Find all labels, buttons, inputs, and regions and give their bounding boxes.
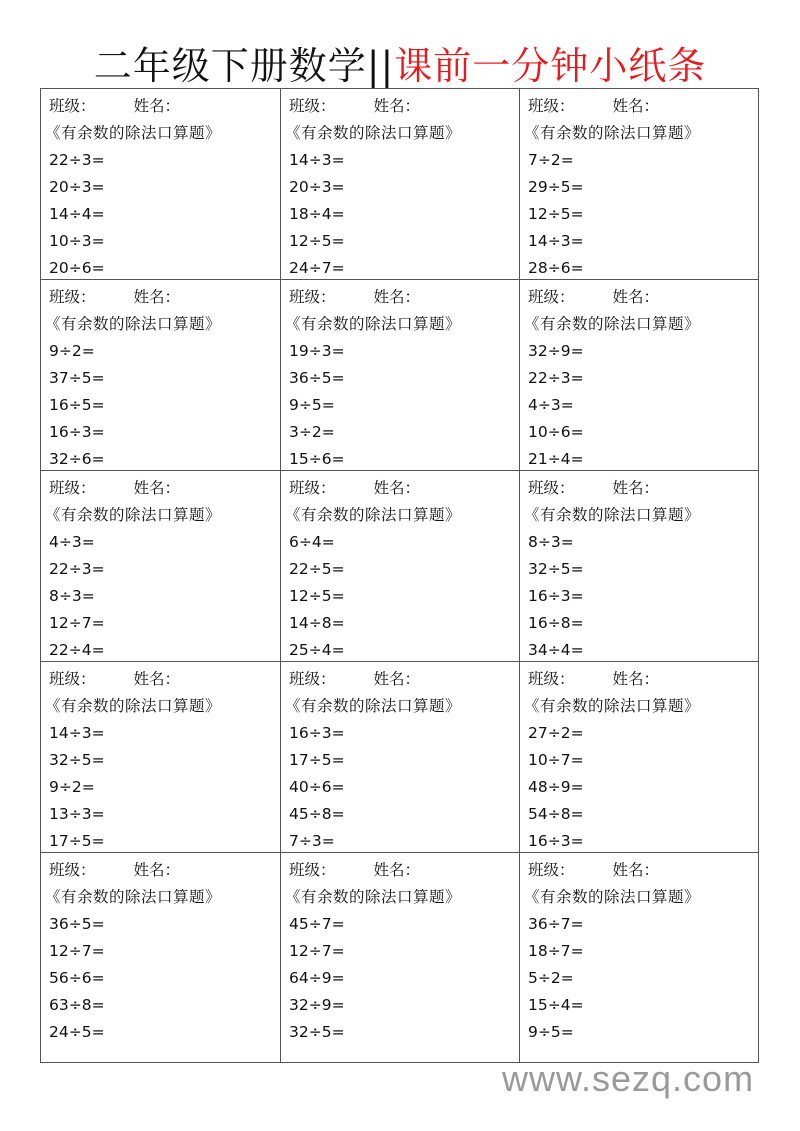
division-problem: 24÷5= [49,1023,105,1041]
class-label: 班级： [289,479,336,497]
division-problem: 45÷7= [289,915,345,933]
class-label: 班级： [528,861,575,879]
division-problem: 15÷6= [289,450,345,468]
division-problem: 36÷7= [528,915,584,933]
slip-subtitle: 《有余数的除法口算题》 [285,315,462,333]
slip-header [528,284,758,311]
division-problem: 16÷5= [49,396,105,414]
division-problem: 36÷5= [49,915,105,933]
slip-header [528,475,758,502]
division-problem: 3÷2= [289,423,335,441]
class-label: 班级： [289,670,336,688]
division-problem: 22÷3= [49,151,105,169]
division-problem: 63÷8= [49,996,105,1014]
slip-subtitle: 《有余数的除法口算题》 [285,888,462,906]
slip-header [289,475,519,502]
slip-subtitle: 《有余数的除法口算题》 [524,888,701,906]
slip-subtitle: 《有余数的除法口算题》 [524,315,701,333]
division-problem: 22÷3= [528,369,584,387]
name-label: 姓名： [612,479,660,497]
division-problem: 45÷8= [289,805,345,823]
division-problem: 17÷5= [289,751,345,769]
slip-header [528,93,758,120]
division-problem: 18÷4= [289,205,345,223]
division-problem: 14÷8= [289,614,345,632]
slip-card [41,471,281,662]
class-label: 班级： [289,861,336,879]
division-problem: 22÷3= [49,560,105,578]
division-problem: 27÷2= [528,724,584,742]
slip-subtitle: 《有余数的除法口算题》 [45,315,222,333]
slip-subtitle: 《有余数的除法口算题》 [285,124,462,142]
division-problem: 25÷4= [289,641,345,659]
division-problem: 7÷2= [528,151,574,169]
division-problem: 32÷5= [289,1023,345,1041]
class-label: 班级： [528,479,575,497]
slip-subtitle: 《有余数的除法口算题》 [45,124,222,142]
slip-card [41,89,281,280]
title-grade-text: 二年级下册数学|| [93,44,395,88]
division-problem: 4÷3= [49,533,95,551]
slip-card [281,89,520,280]
slip-card [41,280,281,471]
class-label: 班级： [49,861,96,879]
division-problem: 17÷5= [49,832,105,850]
slip-card [281,471,520,662]
division-problem: 12÷7= [49,942,105,960]
division-problem: 20÷6= [49,259,105,277]
division-problem: 28÷6= [528,259,584,277]
name-label: 姓名： [612,288,660,306]
division-problem: 32÷9= [528,342,584,360]
division-problem: 10÷3= [49,232,105,250]
page-title [0,44,800,88]
division-problem: 16÷8= [528,614,584,632]
class-label: 班级： [528,670,575,688]
name-label: 姓名： [373,479,421,497]
name-label: 姓名： [373,97,421,115]
division-problem: 48÷9= [528,778,584,796]
slip-subtitle: 《有余数的除法口算题》 [524,124,701,142]
slip-header [49,284,280,311]
division-problem: 12÷5= [528,205,584,223]
division-problem: 9÷5= [289,396,335,414]
class-label: 班级： [528,288,575,306]
division-problem: 4÷3= [528,396,574,414]
division-problem: 54÷8= [528,805,584,823]
division-problem: 16÷3= [528,587,584,605]
slip-card [281,280,520,471]
division-problem: 9÷5= [528,1023,574,1041]
division-problem: 7÷3= [289,832,335,850]
division-problem: 20÷3= [49,178,105,196]
division-problem: 37÷5= [49,369,105,387]
slip-card [520,89,758,280]
division-problem: 12÷5= [289,232,345,250]
division-problem: 16÷3= [49,423,105,441]
division-problem: 9÷2= [49,342,95,360]
division-problem: 34÷4= [528,641,584,659]
slip-subtitle: 《有余数的除法口算题》 [45,506,222,524]
slip-header [289,93,519,120]
slip-header [289,857,519,884]
name-label: 姓名： [133,861,181,879]
slip-card [520,853,758,1062]
class-label: 班级： [49,479,96,497]
division-problem: 9÷2= [49,778,95,796]
class-label: 班级： [528,97,575,115]
division-problem: 20÷3= [289,178,345,196]
division-problem: 5÷2= [528,969,574,987]
slip-header [49,666,280,693]
slip-subtitle: 《有余数的除法口算题》 [45,697,222,715]
division-problem: 19÷3= [289,342,345,360]
division-problem: 12÷7= [289,942,345,960]
name-label: 姓名： [612,670,660,688]
division-problem: 22÷4= [49,641,105,659]
name-label: 姓名： [373,861,421,879]
slip-card [520,280,758,471]
name-label: 姓名： [373,288,421,306]
division-problem: 14÷3= [528,232,584,250]
slip-subtitle: 《有余数的除法口算题》 [524,506,701,524]
division-problem: 6÷4= [289,533,335,551]
division-problem: 32÷5= [528,560,584,578]
division-problem: 12÷7= [49,614,105,632]
class-label: 班级： [49,288,96,306]
class-label: 班级： [49,97,96,115]
slip-subtitle: 《有余数的除法口算题》 [285,506,462,524]
division-problem: 14÷3= [49,724,105,742]
division-problem: 18÷7= [528,942,584,960]
slip-card [520,662,758,853]
name-label: 姓名： [612,97,660,115]
slip-header [289,284,519,311]
division-problem: 36÷5= [289,369,345,387]
division-problem: 12÷5= [289,587,345,605]
slip-card [41,662,281,853]
division-problem: 56÷6= [49,969,105,987]
class-label: 班级： [49,670,96,688]
division-problem: 8÷3= [49,587,95,605]
class-label: 班级： [289,97,336,115]
slip-header [528,666,758,693]
slip-subtitle: 《有余数的除法口算题》 [285,697,462,715]
division-problem: 22÷5= [289,560,345,578]
division-problem: 16÷3= [289,724,345,742]
slip-header [528,857,758,884]
name-label: 姓名： [133,670,181,688]
division-problem: 14÷4= [49,205,105,223]
division-problem: 10÷7= [528,751,584,769]
division-problem: 10÷6= [528,423,584,441]
watermark: www.sezq.com [502,1058,755,1099]
division-problem: 14÷3= [289,151,345,169]
title-red-text: 课前一分钟小纸条 [394,44,707,88]
slip-header [289,666,519,693]
name-label: 姓名： [133,479,181,497]
division-problem: 64÷9= [289,969,345,987]
slip-card [520,471,758,662]
division-problem: 32÷9= [289,996,345,1014]
name-label: 姓名： [133,288,181,306]
division-problem: 32÷6= [49,450,105,468]
slip-header [49,93,280,120]
class-label: 班级： [289,288,336,306]
name-label: 姓名： [612,861,660,879]
name-label: 姓名： [373,670,421,688]
division-problem: 29÷5= [528,178,584,196]
slip-header [49,475,280,502]
slip-card [41,853,281,1062]
division-problem: 40÷6= [289,778,345,796]
slips-grid [40,88,759,1063]
division-problem: 15÷4= [528,996,584,1014]
division-problem: 13÷3= [49,805,105,823]
slip-subtitle: 《有余数的除法口算题》 [45,888,222,906]
division-problem: 16÷3= [528,832,584,850]
division-problem: 32÷5= [49,751,105,769]
name-label: 姓名： [133,97,181,115]
slip-card [281,662,520,853]
division-problem: 24÷7= [289,259,345,277]
slip-header [49,857,280,884]
slip-card [281,853,520,1062]
division-problem: 21÷4= [528,450,584,468]
division-problem: 8÷3= [528,533,574,551]
slip-subtitle: 《有余数的除法口算题》 [524,697,701,715]
